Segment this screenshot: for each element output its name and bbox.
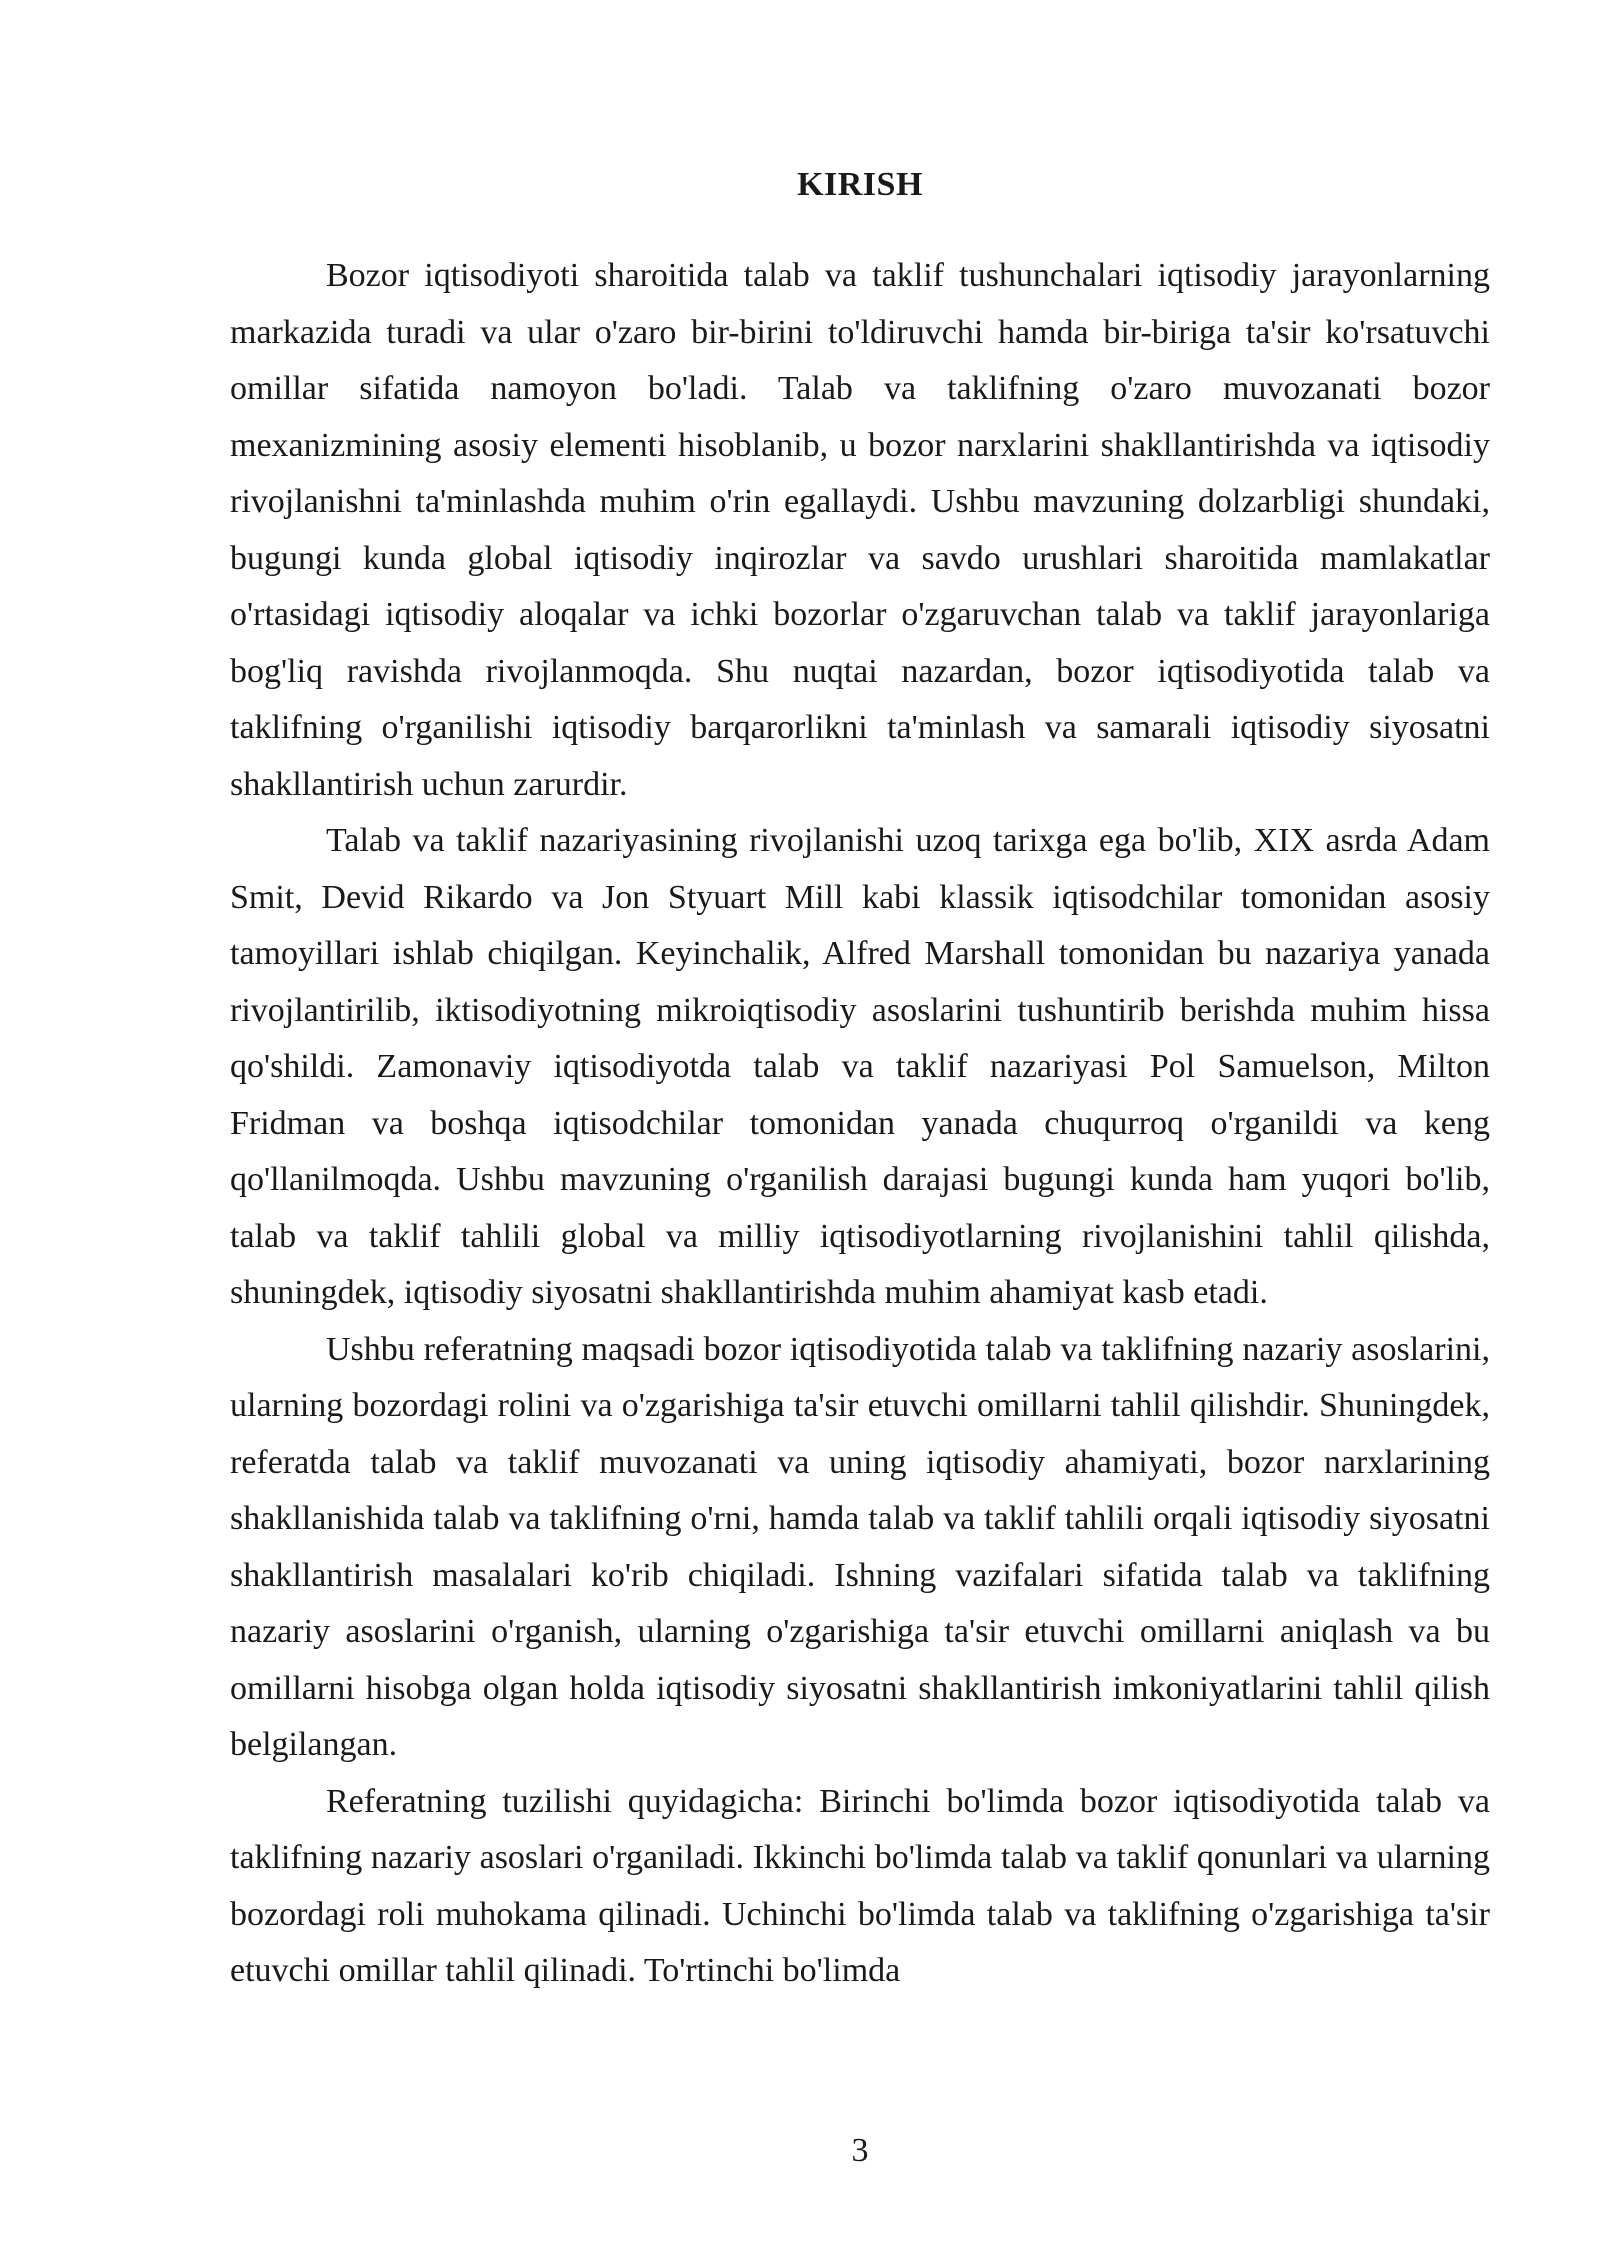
paragraph-goals: Ushbu referatning maqsadi bozor iqtisodiyotida talab va taklifning nazariy asoslarini, ularning bozordagi rolini va o'zgarishiga ta'sir etuvchi omillarni tahlil qilishdir. Shuningdek, referatda talab va taklif muvozanati va uning iqtisodiy ahamiyati, bozor narxlarining shakllanishida talab va taklifning o'rni, hamda talab va taklif tahlili orqali iqtisodiy siyosatni shakllantirish masalalari ko'rib chiqiladi. Ishning vazifalari sifatida talab va taklifning nazariy asoslarini o'rganish, ularning o'zgarishiga ta'sir etuvchi omillarni aniqlash va bu omillarni hisobga olgan holda iqtisodiy siyosatni shakllantirish imkoniyatlarini tahlil qilish belgilangan. [230, 1330, 1490, 1763]
paragraph-relevance: Bozor iqtisodiyoti sharoitida talab va taklif tushunchalari iqtisodiy jarayonlarning markazida turadi va ular o'zaro bir-birini to'ldiruvchi hamda bir-biriga ta'sir ko'rsatuvchi omillar sifatida namoyon bo'ladi. Talab va taklifning o'zaro muvozanati bozor mexanizmining asosiy elementi hisoblanib, u bozor narxlarini shakllantirishda va iqtisodiy rivojlanishni ta'minlashda muhim o'rin egallaydi. Ushbu mavzuning dolzarbligi shundaki, bugungi kunda global iqtisodiy inqirozlar va savdo urushlari sharoitida mamlakatlar o'rtasidagi iqtisodiy aloqalar va ichki bozorlar o'zgaruvchan talab va taklif jarayonlariga bog'liq ravishda rivojlanmoqda. Shu nuqtai nazardan, bozor iqtisodiyotida talab va taklifning o'rganilishi iqtisodiy barqarorlikni ta'minlash va samarali iqtisodiy siyosatni shakllantirish uchun zarurdir. [230, 257, 1490, 803]
page-number: 3 [851, 2132, 869, 2169]
paragraph-structure: Referatning tuzilishi quyidagicha: Birinchi bo'limda bozor iqtisodiyotida talab va taklifning nazariy asoslari o'rganiladi. Ikkinchi bo'limda talab va taklif qonunlari va ularning bozordagi roli muhokama qilinadi. Uchinchi bo'limda talab va taklifning o'zgarishiga ta'sir etuvchi omillar tahlil qilinadi. To'rtinchi bo'limda [230, 1782, 1490, 1989]
body-text [230, 248, 1490, 2000]
page-title: KIRISH [797, 166, 923, 203]
paragraph-history: Talab va taklif nazariyasining rivojlanishi uzoq tarixga ega bo'lib, XIX asrda Adam Smit, Devid Rikardo va Jon Styuart Mill kabi klassik iqtisodchilar tomonidan asosiy tamoyillari ishlab chiqilgan. Keyinchalik, Alfred Marshall tomonidan bu nazariya yanada rivojlantirilib, iktisodiyotning mikroiqtisodiy asoslarini tushuntirib berishda muhim hissa qo'shildi. Zamonaviy iqtisodiyotda talab va taklif nazariyasi Pol Samuelson, Milton Fridman va boshqa iqtisodchilar tomonidan yanada chuqurroq o'rganildi va keng qo'llanilmoqda. Ushbu mavzuning o'rganilish darajasi bugungi kunda ham yuqori bo'lib, talab va taklif tahlili global va milliy iqtisodiyotlarning rivojlanishini tahlil qilishda, shuningdek, iqtisodiy siyosatni shakllantirishda muhim ahamiyat kasb etadi. [230, 822, 1490, 1311]
